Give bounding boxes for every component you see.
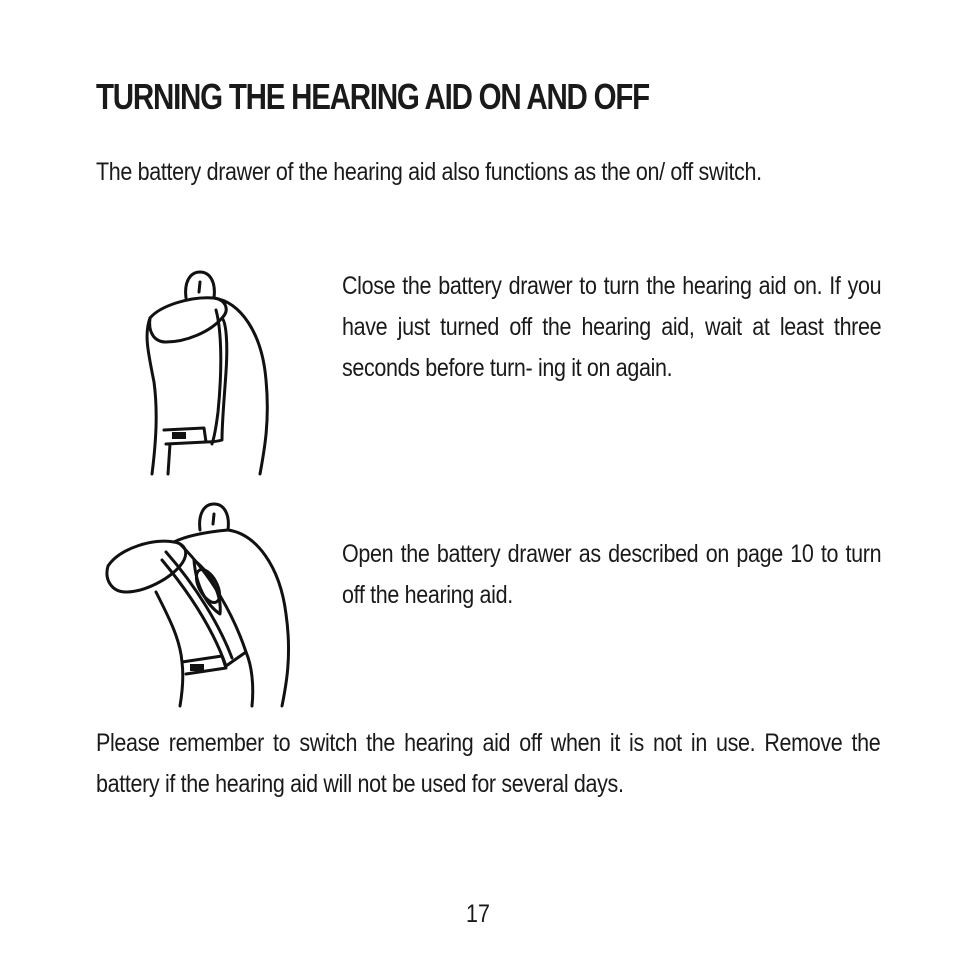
page-title: TURNING THE HEARING AID ON AND OFF <box>96 76 649 117</box>
turn-on-paragraph: Close the battery drawer to turn the hearing aid on. If you have just turned off the hearing aid, wait at least three seconds before turn- ing it on again. <box>342 272 882 382</box>
reminder-paragraph: Please remember to switch the hearing aid off when it is not in use. Remove the battery if the hearing aid will not be used for several days. <box>96 729 881 798</box>
page-number: 17 <box>466 900 490 928</box>
hearing-aid-closed-drawer-icon <box>130 262 300 478</box>
intro-paragraph: The battery drawer of the hearing aid also functions as the on/ off switch. <box>96 158 762 186</box>
turn-off-paragraph: Open the battery drawer as described on page 10 to turn off the hearing aid. <box>342 540 882 609</box>
hearing-aid-open-drawer-icon <box>96 496 306 708</box>
